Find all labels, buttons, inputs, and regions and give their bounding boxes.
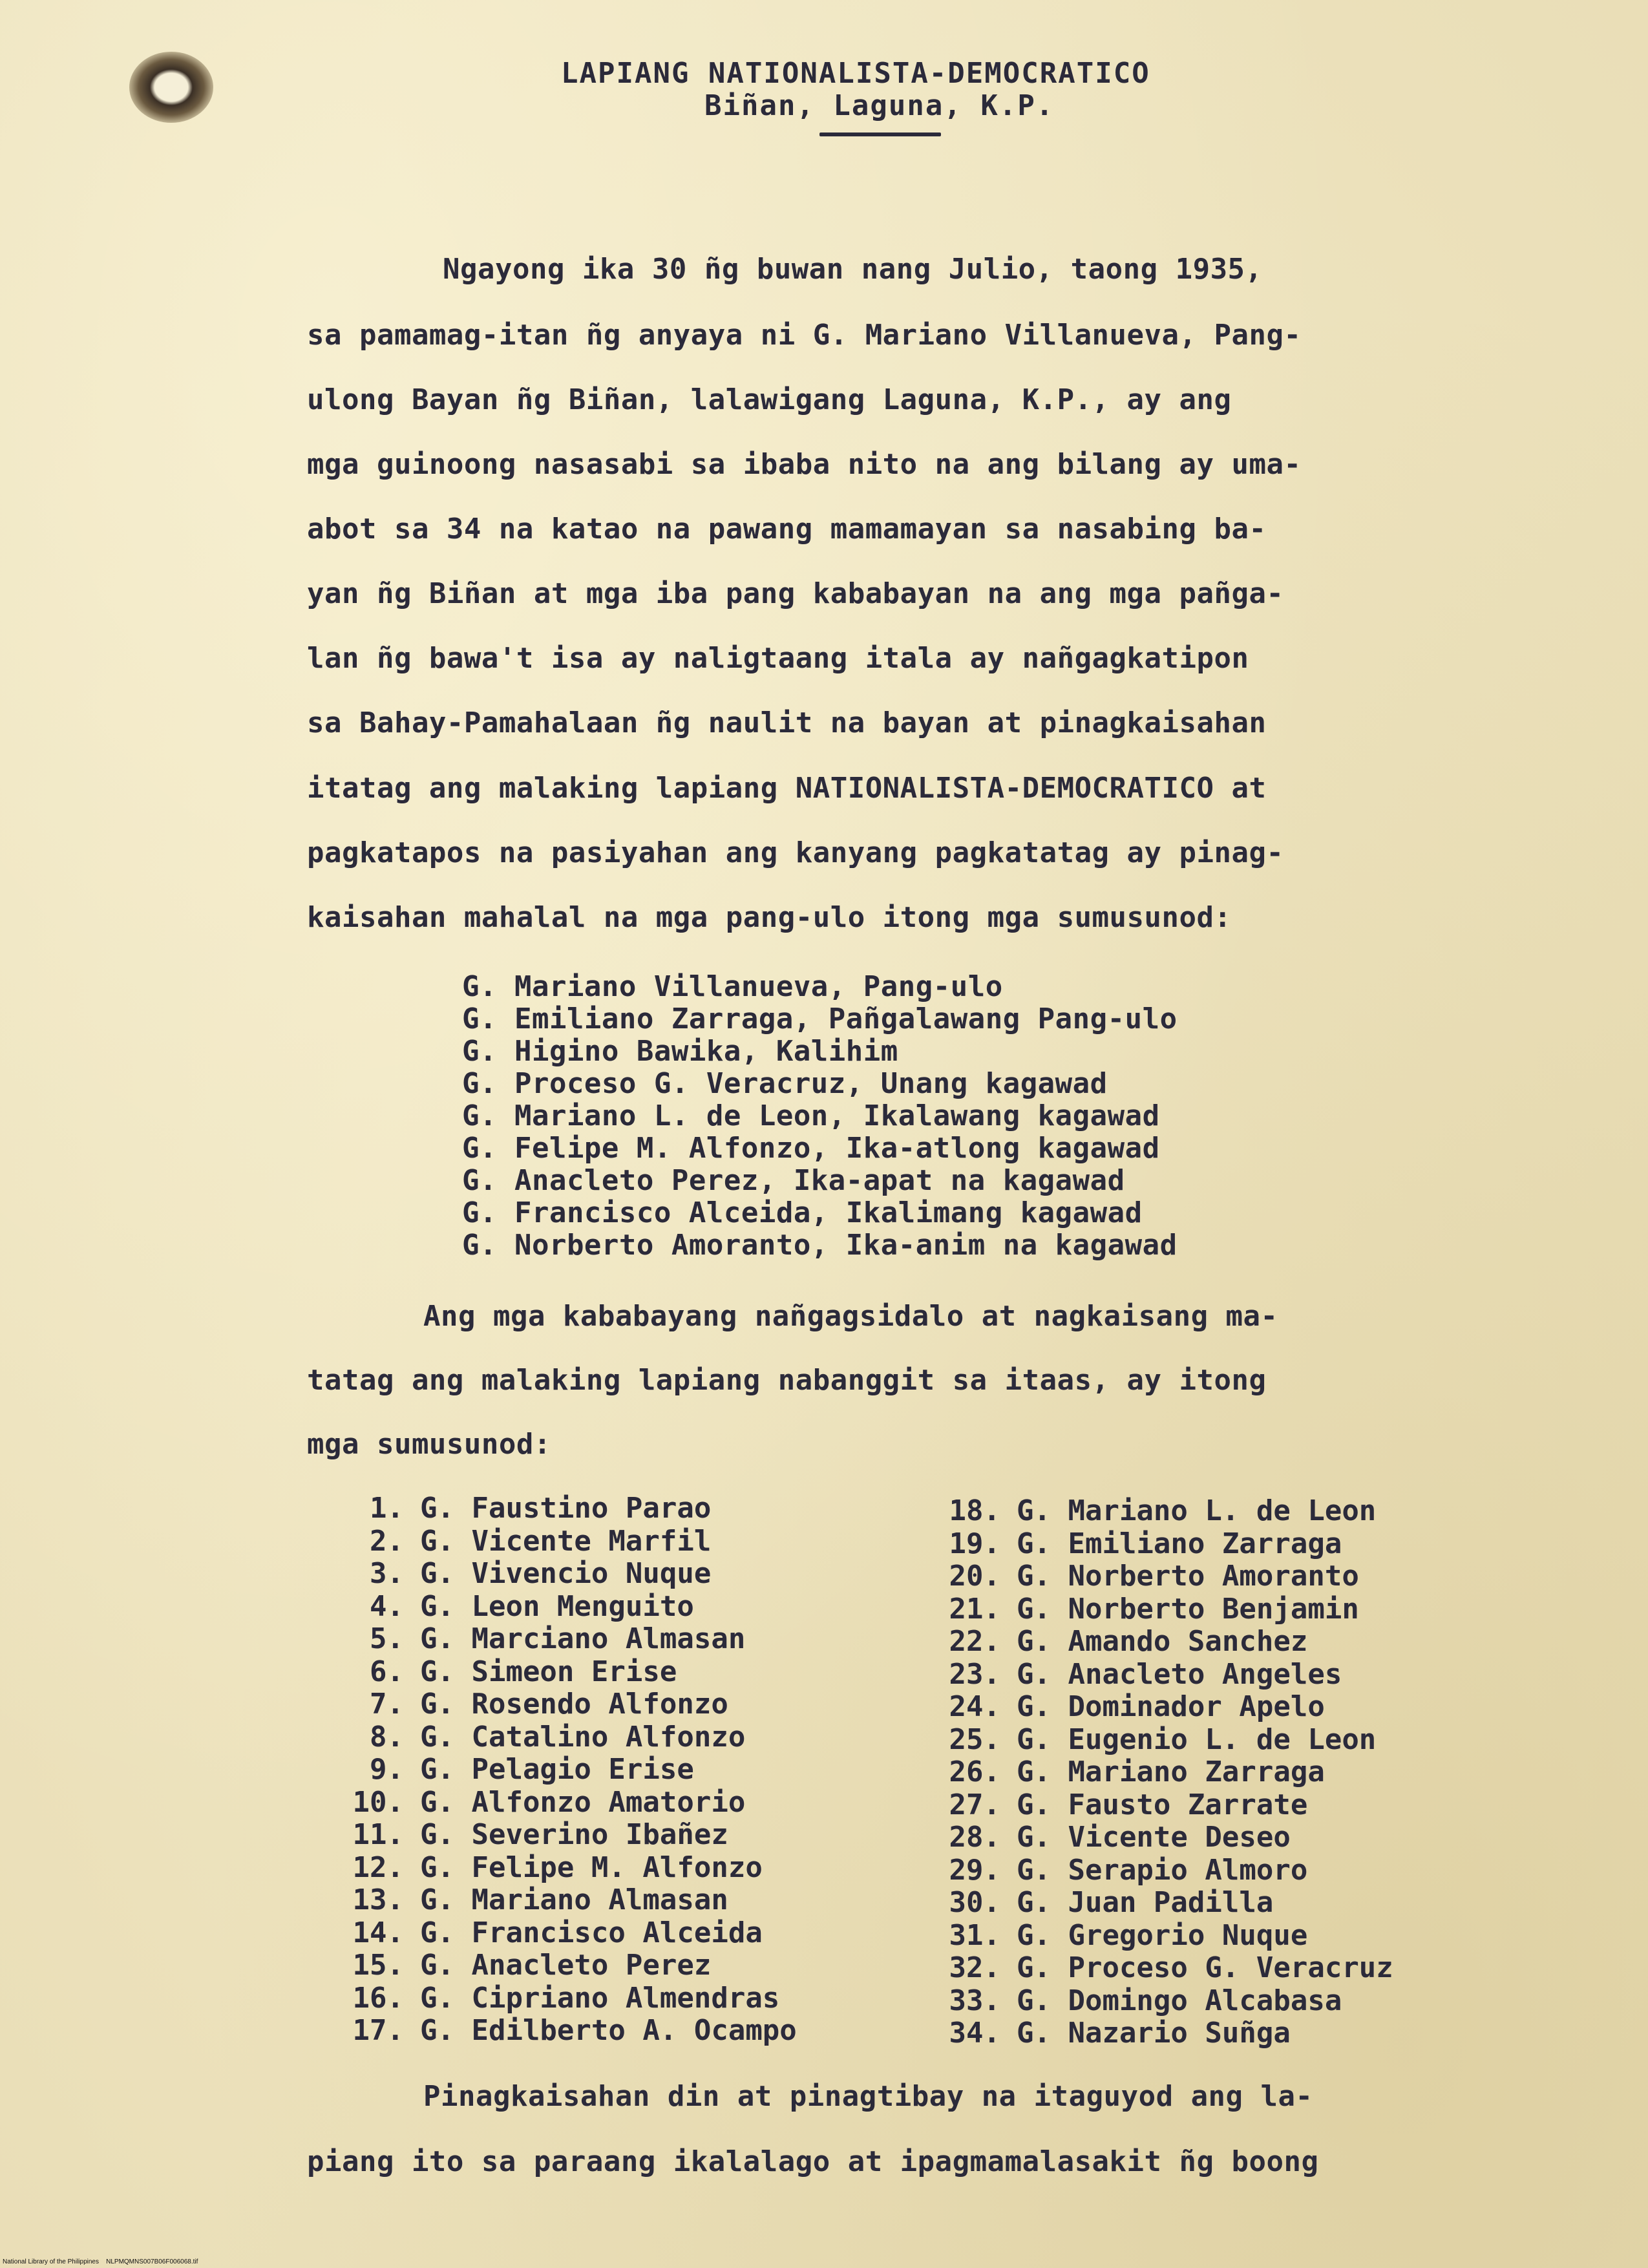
member-name: G. Vicente Marfil bbox=[420, 1524, 712, 1558]
paragraph-line: mga sumusunod: bbox=[307, 1428, 551, 1461]
member-name: G. Dominador Apelo bbox=[1017, 1690, 1325, 1723]
paragraph-line: ulong Bayan ñg Biñan, lalawigang Laguna, K.P., ay ang bbox=[307, 383, 1232, 416]
member-number: 2. bbox=[370, 1524, 404, 1558]
paragraph-line: Pinagkaisahan din at pinagtibay na itaguyod ang la- bbox=[423, 2080, 1313, 2113]
member-name: G. Anacleto Angeles bbox=[1017, 1657, 1342, 1691]
paragraph-line: sa Bahay-Pamahalaan ñg naulit na bayan at pinagkaisahan bbox=[307, 706, 1267, 739]
officer-item: G. Proceso G. Veracruz, Unang kagawad bbox=[462, 1067, 1108, 1100]
member-name: G. Gregorio Nuque bbox=[1017, 1918, 1308, 1952]
officer-item: G. Francisco Alceida, Ikalimang kagawad bbox=[462, 1196, 1143, 1229]
member-number: 15. bbox=[352, 1949, 404, 1982]
member-name: G. Proceso G. Veracruz bbox=[1017, 1951, 1393, 1984]
paragraph-line: itatag ang malaking lapiang NATIONALISTA-DEMOCRATICO at bbox=[307, 772, 1267, 805]
member-number: 29. bbox=[949, 1853, 1000, 1887]
member-name: G. Pelagio Erise bbox=[420, 1753, 694, 1786]
paragraph-line: tatag ang malaking lapiang nabanggit sa itaas, ay itong bbox=[307, 1364, 1267, 1397]
paragraph-line: sa pamamag-itan ñg anyaya ni G. Mariano Villanueva, Pang- bbox=[307, 319, 1302, 352]
footer-file-id: NLPMQMNS007B06F006068.tif bbox=[106, 2258, 198, 2265]
member-number: 4. bbox=[370, 1589, 404, 1623]
officer-item: G. Mariano L. de Leon, Ikalawang kagawad bbox=[462, 1099, 1160, 1132]
burn-stain bbox=[129, 52, 213, 123]
member-name: G. Nazario Suñga bbox=[1017, 2017, 1291, 2050]
member-number: 16. bbox=[352, 1981, 404, 2015]
member-name: G. Felipe M. Alfonzo bbox=[420, 1850, 763, 1884]
member-number: 1. bbox=[370, 1492, 404, 1525]
member-number: 19. bbox=[949, 1527, 1000, 1560]
member-number: 28. bbox=[949, 1821, 1000, 1854]
member-name: G. Rosendo Alfonzo bbox=[420, 1688, 728, 1721]
member-name: G. Alfonzo Amatorio bbox=[420, 1785, 746, 1819]
member-number: 11. bbox=[352, 1818, 404, 1851]
paragraph-line: kaisahan mahalal na mga pang-ulo itong mga sumusunod: bbox=[307, 901, 1232, 934]
member-number: 8. bbox=[370, 1720, 404, 1754]
officer-item: G. Mariano Villanueva, Pang-ulo bbox=[462, 970, 1003, 1003]
member-number: 12. bbox=[352, 1850, 404, 1884]
header-rule bbox=[819, 132, 941, 136]
member-number: 20. bbox=[949, 1560, 1000, 1593]
member-name: G. Cipriano Almendras bbox=[420, 1981, 780, 2015]
footer bbox=[3, 2258, 198, 2265]
officer-item: G. Higino Bawika, Kalihim bbox=[462, 1035, 898, 1068]
member-name: G. Edilberto A. Ocampo bbox=[420, 2014, 797, 2047]
member-number: 22. bbox=[949, 1625, 1000, 1658]
member-number: 33. bbox=[949, 1984, 1000, 2017]
member-name: G. Juan Padilla bbox=[1017, 1886, 1274, 1919]
member-name: G. Mariano L. de Leon bbox=[1017, 1494, 1377, 1527]
member-name: G. Serapio Almoro bbox=[1017, 1853, 1308, 1887]
officer-item: G. Felipe M. Alfonzo, Ika-atlong kagawad bbox=[462, 1132, 1160, 1165]
document-title: LAPIANG NATIONALISTA-DEMOCRATICO bbox=[561, 57, 1150, 90]
member-number: 34. bbox=[949, 2017, 1000, 2050]
member-name: G. Norberto Amoranto bbox=[1017, 1560, 1359, 1593]
member-name: G. Amando Sanchez bbox=[1017, 1625, 1308, 1658]
member-name: G. Vicente Deseo bbox=[1017, 1821, 1291, 1854]
member-number: 31. bbox=[949, 1918, 1000, 1952]
member-number: 32. bbox=[949, 1951, 1000, 1984]
document-place: Biñan, Laguna, K.P. bbox=[704, 89, 1055, 122]
member-name: G. Francisco Alceida bbox=[420, 1916, 763, 1949]
paragraph-line: lan ñg bawa't isa ay naligtaang itala ay nañgagkatipon bbox=[307, 642, 1249, 675]
officer-item: G. Emiliano Zarraga, Pañgalawang Pang-ulo bbox=[462, 1002, 1178, 1035]
member-number: 27. bbox=[949, 1788, 1000, 1821]
footer-source: National Library of the Philippines bbox=[3, 2258, 99, 2265]
member-number: 9. bbox=[370, 1753, 404, 1786]
paragraph-line: yan ñg Biñan at mga iba pang kababayan na ang mga pañga- bbox=[307, 577, 1284, 610]
member-number: 18. bbox=[949, 1494, 1000, 1527]
member-name: G. Anacleto Perez bbox=[420, 1949, 712, 1982]
member-number: 17. bbox=[352, 2014, 404, 2047]
member-name: G. Simeon Erise bbox=[420, 1655, 677, 1688]
member-number: 13. bbox=[352, 1883, 404, 1916]
member-name: G. Mariano Zarraga bbox=[1017, 1755, 1325, 1788]
member-number: 30. bbox=[949, 1886, 1000, 1919]
member-name: G. Leon Menguito bbox=[420, 1589, 694, 1623]
paragraph-line: pagkatapos na pasiyahan ang kanyang pagkatatag ay pinag- bbox=[307, 836, 1284, 869]
member-name: G. Faustino Parao bbox=[420, 1492, 712, 1525]
member-number: 10. bbox=[352, 1785, 404, 1819]
member-name: G. Marciano Almasan bbox=[420, 1622, 746, 1655]
member-number: 14. bbox=[352, 1916, 404, 1949]
member-name: G. Mariano Almasan bbox=[420, 1883, 728, 1916]
member-number: 7. bbox=[370, 1688, 404, 1721]
member-number: 25. bbox=[949, 1722, 1000, 1756]
member-name: G. Vivencio Nuque bbox=[420, 1557, 712, 1590]
paragraph-line: Ngayong ika 30 ñg buwan nang Julio, taong 1935, bbox=[443, 253, 1263, 286]
member-name: G. Fausto Zarrate bbox=[1017, 1788, 1308, 1821]
member-number: 3. bbox=[370, 1557, 404, 1590]
member-number: 5. bbox=[370, 1622, 404, 1655]
member-number: 26. bbox=[949, 1755, 1000, 1788]
officer-item: G. Norberto Amoranto, Ika-anim na kagawad bbox=[462, 1229, 1178, 1262]
member-number: 6. bbox=[370, 1655, 404, 1688]
member-name: G. Domingo Alcabasa bbox=[1017, 1984, 1342, 2017]
officer-item: G. Anacleto Perez, Ika-apat na kagawad bbox=[462, 1164, 1125, 1197]
paragraph-line: mga guinoong nasasabi sa ibaba nito na ang bilang ay uma- bbox=[307, 448, 1302, 481]
member-name: G. Eugenio L. de Leon bbox=[1017, 1722, 1377, 1756]
member-name: G. Catalino Alfonzo bbox=[420, 1720, 746, 1754]
paragraph-line: piang ito sa paraang ikalalago at ipagmamalasakit ñg boong bbox=[307, 2145, 1319, 2178]
member-name: G. Severino Ibañez bbox=[420, 1818, 728, 1851]
member-number: 24. bbox=[949, 1690, 1000, 1723]
member-number: 23. bbox=[949, 1657, 1000, 1691]
member-number: 21. bbox=[949, 1592, 1000, 1626]
paragraph-line: abot sa 34 na katao na pawang mamamayan sa nasabing ba- bbox=[307, 513, 1267, 546]
member-name: G. Norberto Benjamin bbox=[1017, 1592, 1359, 1626]
member-name: G. Emiliano Zarraga bbox=[1017, 1527, 1342, 1560]
paragraph-line: Ang mga kababayang nañgagsidalo at nagkaisang ma- bbox=[423, 1300, 1278, 1333]
